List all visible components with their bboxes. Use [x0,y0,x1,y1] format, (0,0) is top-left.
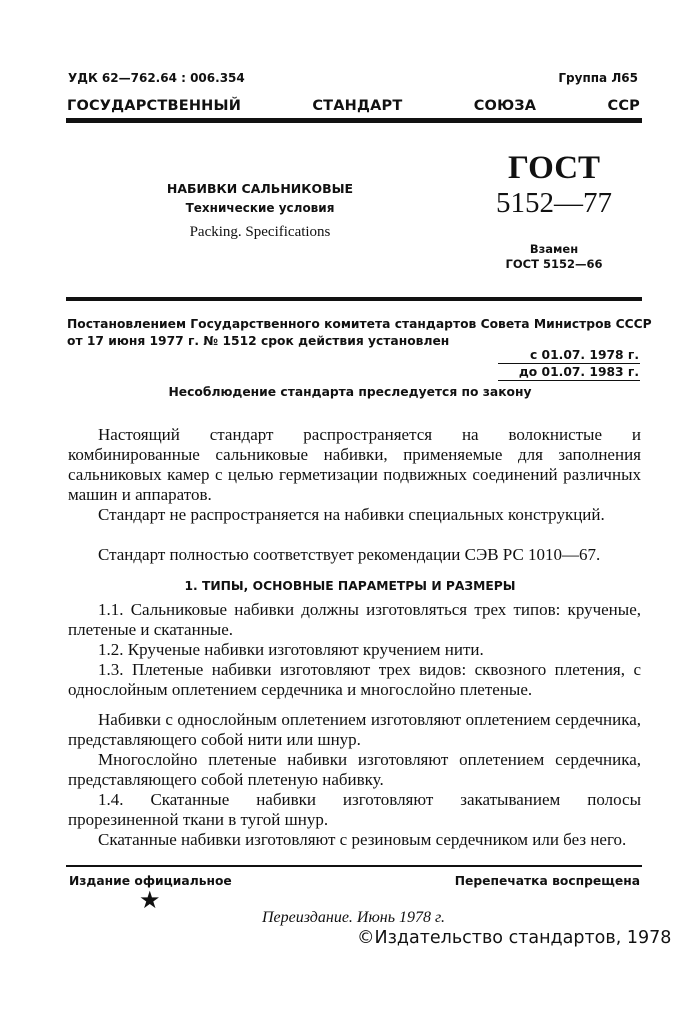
date-underline-top [498,363,640,364]
decree-line-2: от 17 июня 1977 г. № 1512 срок действия установлен [67,334,450,348]
section-paragraph-multi-layer: Многослойно плетеные набивки изготовляют оплетением сердечника, представляющего собой плетеную набивку. [68,750,641,789]
section-paragraph-single-layer: Набивки с однослойным оплетением изготовляют оплетением сердечника, представляющего собой нити или шнур. [68,710,641,749]
legal-notice: Несоблюдение стандарта преследуется по закону [168,385,532,399]
intro-paragraph-1: Настоящий стандарт распространяется на волокнистые и комбинированные сальниковые набивки, применяемые для заполнения сальниковых камер с целью герметизации подвижных соединений различных машин и аппаратов. [68,425,641,504]
decree-line-1: Постановлением Государственного комитета стандартов Совета Министров СССР [67,317,652,331]
section-paragraph-1-3: 1.3. Плетеные набивки изготовляют трех видов: сквозного плетения, с однослойным оплетением сердечника и многослойно плетеные. [68,660,641,699]
header-rule [66,118,642,123]
effective-to: до 01.07. 1983 г. [518,365,639,379]
group-code: Группа Л65 [558,71,638,85]
reprint-prohibited: Перепечатка воспрещена [454,874,640,888]
section-paragraph-1-4: 1.4. Скатанные набивки изготовляют закатыванием полосы прорезиненной ткани в тугой шнур. [68,790,641,829]
english-title: Packing. Specifications [189,224,331,240]
intro-paragraph-3: Стандарт полностью соответствует рекомендации СЭВ РС 1010—67. [98,545,601,564]
date-underline-bottom [498,380,640,381]
gost-label: ГОСТ [507,150,601,186]
section-title: 1. ТИПЫ, ОСНОВНЫЕ ПАРАМЕТРЫ И РАЗМЕРЫ [184,579,516,593]
reissue-note: Переиздание. Июнь 1978 г. [262,909,446,926]
standard-subtitle: Технические условия [185,201,335,215]
section-paragraph-1-1: 1.1. Сальниковые набивки должны изготовляться трех типов: крученые, плетеные и скатанные. [68,600,641,639]
title-rule [66,297,642,301]
intro-paragraph-2: Стандарт не распространяется на набивки специальных конструкций. [98,505,605,524]
section-paragraph-rolled: Скатанные набивки изготовляют с резиновым сердечником или без него. [98,830,627,849]
footer-rule [66,865,642,867]
banner-text: ГОСУДАРСТВЕННЫЙ СТАНДАРТ СОЮЗА ССР [67,98,640,114]
gost-number: 5152—77 [496,187,612,219]
copyright-notice: ©Издательство стандартов, 1978 [357,928,672,948]
effective-from: с 01.07. 1978 г. [529,348,639,362]
section-paragraph-1-2: 1.2. Крученые набивки изготовляют кручением нити. [98,640,484,659]
udk-code: УДК 62—762.64 : 006.354 [68,71,245,85]
official-edition: Издание официальное [69,874,232,888]
star-icon: ★ [139,886,161,914]
replaces-label: Взамен [529,242,579,256]
replaces-value: ГОСТ 5152—66 [505,257,603,271]
state-standard-banner [67,98,640,114]
decree-text [67,316,652,350]
standard-title: НАБИВКИ САЛЬНИКОВЫЕ [166,181,354,196]
